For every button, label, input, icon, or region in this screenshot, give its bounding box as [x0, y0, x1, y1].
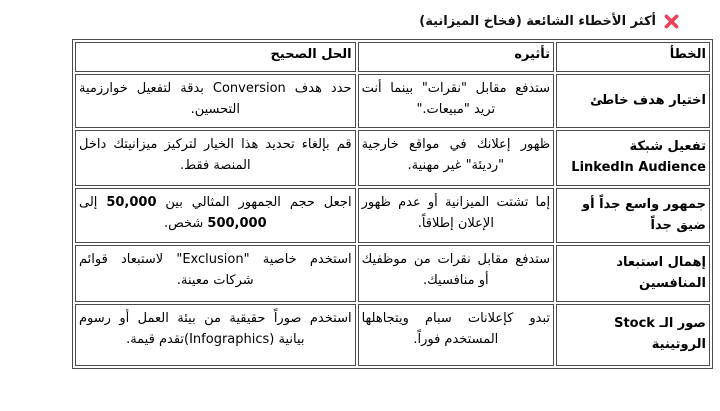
page-title-row — [0, 0, 720, 30]
effect-cell: ظهور إعلانك في مواقع خارجية "رديئة" غير مهنية. — [358, 130, 554, 186]
effect-cell: ستدفع مقابل "نقرات" بينما أنت تريد "مبيعات." — [358, 74, 554, 128]
mistakes-table — [72, 39, 713, 369]
table-header-row — [75, 42, 710, 72]
header-cell-solution: الحل الصحيح — [75, 42, 356, 72]
mistake-cell: تفعيل شبكة LinkedIn Audience — [556, 130, 710, 186]
header-cell-mistake: الخطأ — [556, 42, 710, 72]
mistake-cell: اختيار هدف خاطئ — [556, 74, 710, 128]
audience-size-max: 500,000 — [207, 215, 267, 231]
table-row — [75, 188, 710, 243]
table-row — [75, 245, 710, 302]
effect-cell: تبدو كإعلانات سبام ويتجاهلها المستخدم فوراً. — [358, 304, 554, 366]
audience-size-min: 50,000 — [106, 195, 157, 210]
effect-cell: ستدفع مقابل نقرات من موظفيك أو منافسيك. — [358, 245, 554, 302]
solution-cell: استخدم صوراً حقيقية من بيئة العمل أو رسوم بيانية (Infographics)تقدم قيمة. — [75, 304, 356, 366]
page-title: أكثر الأخطاء الشائعة (فخاخ الميزانية) — [419, 14, 656, 29]
solution-text: شخص. — [163, 215, 208, 231]
solution-text: اجعل حجم الجمهور المثالي بين — [156, 195, 352, 210]
solution-text: إلى — [79, 195, 107, 210]
error-x-icon — [663, 13, 680, 30]
solution-cell: استخدم خاصية "Exclusion" لاستبعاد قوائم شركات معينة. — [75, 245, 356, 302]
effect-cell: إما تشتت الميزانية أو عدم ظهور الإعلان إطلاقاً. — [358, 188, 554, 243]
solution-cell: قم بإلغاء تحديد هذا الخيار لتركيز ميزانيتك داخل المنصة فقط. — [75, 130, 356, 186]
header-cell-effect: تأثيره — [358, 42, 554, 72]
table-row — [75, 130, 710, 186]
mistake-cell: صور الـ Stock الروتينية — [556, 304, 710, 366]
solution-cell — [75, 188, 356, 243]
solution-cell: حدد هدف Conversion بدقة لتفعيل خوارزمية التحسين. — [75, 74, 356, 128]
table-row — [75, 74, 710, 128]
table-row — [75, 304, 710, 366]
mistake-cell: إهمال استبعاد المنافسين — [556, 245, 710, 302]
mistake-cell: جمهور واسع جداً أو ضيق جداً — [556, 188, 710, 243]
